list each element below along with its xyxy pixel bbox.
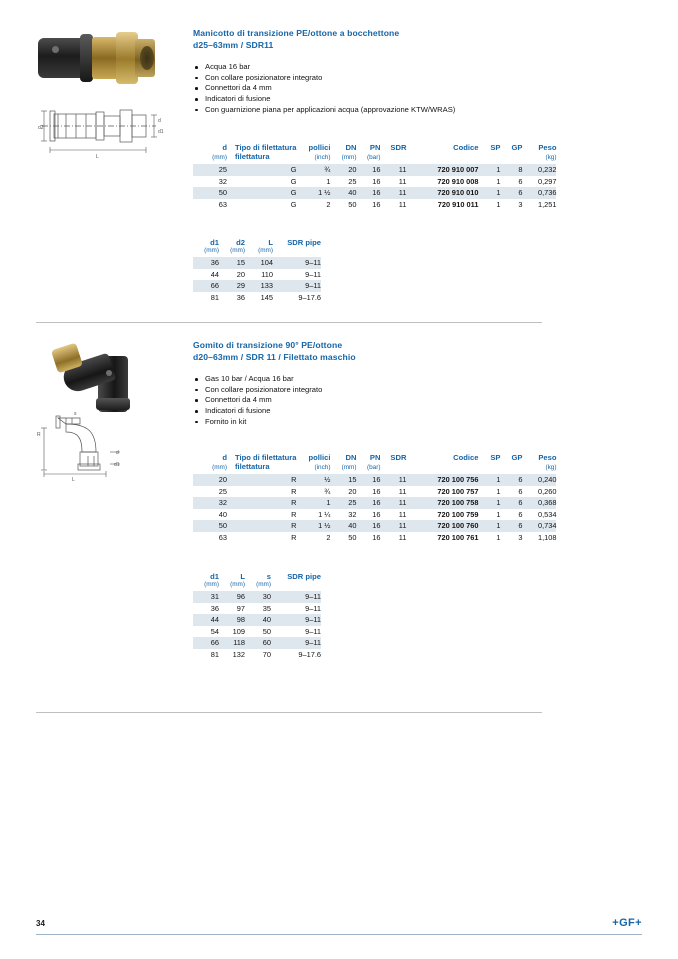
cell-sdr-pipe: 9–11	[305, 258, 321, 267]
cell-L: 109	[232, 626, 245, 636]
cell-sdr-pipe: 9–11	[305, 626, 321, 636]
cell-dn: 50	[348, 199, 357, 209]
product-2-feature-list	[193, 374, 553, 427]
col-d: d	[222, 143, 227, 152]
unit-L: (mm)	[230, 581, 245, 588]
col-tipo-filettatura	[227, 143, 296, 152]
cell-L: 98	[236, 615, 245, 625]
col-d2: d2	[236, 238, 245, 247]
cell-s: 60	[262, 638, 271, 648]
col-pollici: pollici	[308, 453, 331, 462]
unit-codice	[406, 152, 478, 164]
unit-pn: (bar)	[366, 464, 381, 471]
list-item: Acqua 16 bar	[193, 62, 553, 73]
table-row	[193, 280, 321, 292]
footer-rule	[36, 934, 642, 935]
cell-sdr-pipe: 9–11	[305, 615, 321, 625]
col-pollici: pollici	[308, 143, 331, 152]
cell-tipo: G	[290, 165, 297, 174]
cell-tipo: R	[291, 486, 297, 496]
cell-d: 20	[218, 475, 227, 484]
cell-s: 50	[262, 626, 271, 636]
table-row	[193, 637, 321, 649]
cell-codice: 720 100 756	[437, 475, 479, 484]
col-codice: Codice	[453, 143, 479, 152]
list-item: Con guarnizione piana per applicazioni acqua (approvazione KTW/WRAS)	[193, 105, 553, 116]
cell-L: 118	[233, 638, 245, 648]
cell-sdr: 11	[398, 176, 407, 186]
photo-collar	[96, 398, 130, 410]
unit-gp	[500, 462, 522, 474]
col-dn: DN	[345, 143, 357, 152]
cell-pn: 16	[372, 188, 381, 198]
col-L: L	[240, 572, 245, 581]
cell-L: 97	[236, 603, 245, 613]
cell-d1: 44	[210, 269, 219, 279]
cell-sdr-pipe: 9–11	[305, 638, 321, 648]
cell-tipo: R	[291, 475, 297, 484]
product-1-main-table	[193, 143, 556, 210]
cell-codice: 720 100 760	[437, 521, 479, 531]
cell-dn: 20	[348, 165, 357, 174]
cell-pollici: 1 ½	[318, 521, 331, 531]
cell-d1: 81	[210, 649, 219, 659]
technical-drawing-svg-1	[36, 98, 166, 168]
list-item: Fornito in kit	[193, 417, 553, 428]
col-sp: SP	[490, 453, 501, 462]
cell-peso: 0,736	[537, 188, 557, 198]
col-gp: GP	[511, 453, 523, 462]
cell-d: 25	[218, 165, 227, 174]
product-2-media	[36, 340, 176, 480]
cell-d1: 81	[210, 292, 219, 302]
product-2-photo	[36, 340, 164, 402]
table-header-row	[193, 453, 556, 462]
cell-pollici: ¾	[324, 165, 331, 174]
col-sdr: SDR	[390, 143, 407, 152]
cell-dn: 20	[348, 486, 357, 496]
cell-codice: 720 910 011	[437, 199, 479, 209]
table-row	[193, 164, 556, 176]
col-tipo-filettatura	[227, 453, 296, 462]
col-sp: SP	[490, 143, 501, 152]
cell-gp: 6	[518, 509, 523, 519]
cell-gp: 6	[518, 188, 523, 198]
list-item: Indicatori di fusione	[193, 406, 553, 417]
cell-d1: 54	[210, 626, 219, 636]
table-header-row	[193, 572, 321, 581]
table-header	[193, 238, 321, 257]
cell-pn: 16	[372, 199, 381, 209]
table-row	[193, 176, 556, 188]
col-L: L	[268, 238, 273, 247]
cell-peso: 0,260	[537, 486, 557, 496]
col-gp: GP	[511, 143, 523, 152]
col-pn: PN	[369, 453, 381, 462]
cell-tipo: R	[291, 532, 297, 542]
col-sdr-pipe: SDR pipe	[287, 572, 321, 581]
table-row	[193, 509, 556, 521]
cell-codice: 720 100 761	[437, 532, 479, 542]
drawing-label-d1: d1	[114, 462, 120, 468]
cell-d: 50	[218, 521, 227, 531]
cell-d: 32	[218, 498, 227, 508]
cell-L: 132	[232, 649, 245, 659]
cell-peso: 0,240	[537, 475, 557, 484]
cell-gp: 3	[518, 199, 523, 209]
cell-sp: 1	[496, 521, 501, 531]
cell-sdr: 11	[398, 165, 407, 174]
cell-sdr-pipe: 9–17.6	[298, 649, 321, 659]
drawing-label-L: L	[72, 477, 75, 482]
drawing-label-d2: d2	[38, 125, 44, 131]
col-d1: d1	[210, 238, 219, 247]
drawing-label-d: d	[116, 450, 119, 456]
unit-dn: (mm)	[341, 464, 357, 471]
cell-codice: 720 910 010	[437, 188, 479, 198]
cell-d1: 36	[210, 603, 219, 613]
cell-d2: 20	[236, 269, 245, 279]
photo-fusion-indicator	[52, 46, 59, 53]
cell-sdr-pipe: 9–11	[305, 281, 321, 291]
cell-d: 32	[218, 176, 227, 186]
cell-sdr: 11	[398, 188, 407, 198]
unit-gp	[500, 152, 522, 164]
cell-tipo: G	[290, 199, 297, 209]
table-row	[193, 532, 556, 544]
cell-d1: 66	[210, 281, 219, 291]
cell-s: 35	[262, 603, 271, 613]
table-header	[193, 572, 321, 591]
cell-dn: 40	[348, 521, 357, 531]
unit-pn: (bar)	[366, 154, 381, 161]
col-peso: Peso	[538, 143, 557, 152]
drawing-label-L: L	[96, 154, 99, 160]
cell-d: 50	[218, 188, 227, 198]
cell-peso: 0,232	[537, 165, 557, 174]
cell-L: 104	[260, 258, 273, 267]
section-divider-2	[36, 712, 542, 713]
cell-sdr-pipe: 9–11	[305, 269, 321, 279]
table-units-row	[193, 581, 321, 591]
cell-sp: 1	[496, 165, 501, 174]
cell-sp: 1	[496, 498, 501, 508]
cell-s: 70	[262, 649, 271, 659]
product-2-dimension-table	[193, 572, 321, 661]
table-body	[193, 474, 556, 544]
cell-d: 40	[218, 509, 227, 519]
cell-sp: 1	[496, 176, 501, 186]
cell-tipo: R	[291, 509, 297, 519]
cell-peso: 0,297	[537, 176, 557, 186]
cell-pollici: ¾	[324, 486, 331, 496]
unit-pollici: (inch)	[314, 154, 331, 161]
cell-d: 63	[218, 199, 227, 209]
col-pn: PN	[369, 143, 381, 152]
cell-d2: 29	[236, 281, 245, 291]
cell-sp: 1	[496, 532, 501, 542]
product-1-feature-list	[193, 62, 553, 115]
product-2-title	[193, 340, 553, 363]
table-row	[193, 614, 321, 626]
photo-bore	[140, 46, 154, 70]
cell-d2: 15	[236, 258, 245, 267]
drawing-label-d: d	[158, 118, 161, 124]
unit-pollici: (inch)	[314, 464, 331, 471]
brand-logo: +GF+	[612, 917, 642, 929]
col-d1: d1	[210, 572, 219, 581]
cell-pn: 16	[372, 509, 381, 519]
table-units-row	[193, 152, 556, 164]
cell-pn: 16	[372, 475, 381, 484]
cell-sp: 1	[496, 199, 501, 209]
cell-pn: 16	[372, 521, 381, 531]
drawing-label-R: R	[37, 432, 41, 438]
cell-codice: 720 910 008	[437, 176, 479, 186]
table-row	[193, 486, 556, 498]
cell-pn: 16	[372, 498, 381, 508]
unit-sdr	[380, 462, 406, 474]
cell-dn: 32	[348, 509, 357, 519]
unit-sdr-pipe	[271, 581, 321, 591]
cell-dn: 25	[348, 176, 357, 186]
product-1-media	[36, 28, 176, 168]
col-s: s	[266, 572, 271, 581]
table-header	[193, 143, 556, 164]
table-row	[193, 497, 556, 509]
unit-codice	[406, 462, 478, 474]
cell-sdr: 11	[398, 486, 407, 496]
unit-tipo-filettatura: filettatura	[235, 152, 270, 161]
table-row	[193, 474, 556, 486]
cell-sdr-pipe: 9–11	[305, 603, 321, 613]
list-item: Indicatori di fusione	[193, 94, 553, 105]
unit-peso: (kg)	[545, 154, 557, 161]
cell-pn: 16	[372, 486, 381, 496]
product-2-content	[193, 340, 553, 427]
cell-peso: 0,368	[537, 498, 557, 508]
product-1-content	[193, 28, 553, 115]
unit-tipo-filettatura: filettatura	[235, 462, 270, 471]
cell-sdr: 11	[398, 532, 407, 542]
product-1-photo	[36, 28, 164, 90]
cell-L: 133	[260, 281, 273, 291]
drawing-label-s: s	[74, 411, 77, 417]
table-body	[193, 164, 556, 210]
list-item: Con collare posizionatore integrato	[193, 73, 553, 84]
cell-tipo: G	[290, 176, 297, 186]
cell-gp: 6	[518, 486, 523, 496]
cell-codice: 720 100 759	[437, 509, 479, 519]
unit-d: (mm)	[212, 464, 227, 471]
col-dn: DN	[345, 453, 357, 462]
cell-sdr: 11	[398, 475, 407, 484]
cell-L: 96	[236, 592, 245, 601]
unit-peso: (kg)	[545, 464, 557, 471]
cell-gp: 6	[518, 176, 523, 186]
product-2-main-table	[193, 453, 556, 544]
cell-d2: 36	[236, 292, 245, 302]
cell-tipo: G	[290, 188, 297, 198]
section-divider-1	[36, 322, 542, 323]
col-tipo-filettatura-label: Tipo di filettatura	[235, 143, 297, 152]
cell-sdr: 11	[398, 509, 407, 519]
table-row	[193, 199, 556, 211]
unit-sp	[478, 462, 500, 474]
table-row	[193, 591, 321, 603]
list-item: Gas 10 bar / Acqua 16 bar	[193, 374, 553, 385]
cell-codice: 720 100 757	[437, 486, 479, 496]
table-row	[193, 649, 321, 661]
table-row	[193, 603, 321, 615]
cell-pollici: ½	[324, 475, 331, 484]
list-item: Connettori da 4 mm	[193, 83, 553, 94]
cell-pollici: 1	[326, 176, 331, 186]
cell-pollici: 1	[326, 498, 331, 508]
cell-L: 145	[260, 292, 273, 302]
product-1-title-line-1: Manicotto di transizione PE/ottone a bocchettone	[193, 28, 400, 38]
cell-dn: 50	[348, 532, 357, 542]
cell-d1: 66	[210, 638, 219, 648]
cell-sdr-pipe: 9–17.6	[298, 292, 321, 302]
unit-d1: (mm)	[204, 581, 219, 588]
product-2-title-line-1: Gomito di transizione 90° PE/ottone	[193, 340, 343, 350]
product-1-title	[193, 28, 553, 51]
photo-brass-part-1	[92, 37, 118, 79]
cell-dn: 25	[348, 498, 357, 508]
product-2-title-line-2: d20–63mm / SDR 11 / Filettato maschio	[193, 351, 356, 362]
cell-peso: 1,251	[537, 199, 557, 209]
cell-d: 25	[218, 486, 227, 496]
cell-pollici: 2	[326, 199, 331, 209]
cell-sp: 1	[496, 188, 501, 198]
photo-fusion-indicator	[106, 370, 112, 376]
cell-codice: 720 100 758	[437, 498, 479, 508]
product-1-technical-drawing	[36, 98, 166, 168]
col-sdr-pipe: SDR pipe	[287, 238, 321, 247]
table-row	[193, 269, 321, 281]
list-item: Con collare posizionatore integrato	[193, 385, 553, 396]
cell-sdr: 11	[398, 498, 407, 508]
cell-sp: 1	[496, 509, 501, 519]
table-row	[193, 187, 556, 199]
table-row	[193, 626, 321, 638]
table-row	[193, 292, 321, 304]
cell-pollici: 2	[326, 532, 331, 542]
unit-d2: (mm)	[230, 247, 245, 254]
cell-pn: 16	[372, 176, 381, 186]
cell-sdr: 11	[398, 199, 407, 209]
table-body	[193, 257, 321, 303]
cell-tipo: R	[291, 498, 297, 508]
technical-drawing-svg-2	[36, 410, 166, 482]
cell-tipo: R	[291, 521, 297, 531]
cell-peso: 1,108	[537, 532, 557, 542]
cell-peso: 0,534	[537, 509, 557, 519]
unit-sdr	[380, 152, 406, 164]
table-body	[193, 591, 321, 661]
cell-gp: 8	[518, 165, 523, 174]
cell-pollici: 1 ½	[318, 188, 331, 198]
table-row	[193, 257, 321, 269]
drawing-label-d1: d1	[158, 129, 164, 135]
cell-gp: 6	[518, 498, 523, 508]
cell-pn: 16	[372, 532, 381, 542]
cell-L: 110	[261, 269, 273, 279]
cell-s: 40	[262, 615, 271, 625]
cell-dn: 40	[348, 188, 357, 198]
unit-s: (mm)	[256, 581, 271, 588]
unit-L: (mm)	[258, 247, 273, 254]
cell-s: 30	[262, 592, 271, 601]
table-header	[193, 453, 556, 474]
product-1-dimension-table	[193, 238, 321, 303]
cell-d1: 44	[210, 615, 219, 625]
unit-d1: (mm)	[204, 247, 219, 254]
cell-sp: 1	[496, 486, 501, 496]
product-1-title-line-2: d25–63mm / SDR11	[193, 39, 274, 50]
cell-pollici: 1 ¼	[318, 509, 331, 519]
table-header-row	[193, 143, 556, 152]
cell-gp: 6	[518, 475, 523, 484]
cell-gp: 3	[518, 532, 523, 542]
unit-sp	[478, 152, 500, 164]
cell-d1: 31	[210, 592, 219, 601]
cell-sdr-pipe: 9–11	[305, 592, 321, 601]
col-sdr: SDR	[390, 453, 407, 462]
table-units-row	[193, 462, 556, 474]
cell-sdr: 11	[398, 521, 407, 531]
cell-pn: 16	[372, 165, 381, 174]
cell-peso: 0,734	[537, 521, 557, 531]
unit-sdr-pipe	[273, 247, 321, 257]
table-units-row	[193, 247, 321, 257]
cell-sp: 1	[496, 475, 501, 484]
product-2-technical-drawing	[36, 410, 166, 480]
unit-d: (mm)	[212, 154, 227, 161]
page-number: 34	[36, 919, 45, 928]
unit-dn: (mm)	[341, 154, 357, 161]
col-peso: Peso	[538, 453, 557, 462]
cell-dn: 15	[348, 475, 357, 484]
col-codice: Codice	[453, 453, 479, 462]
col-tipo-filettatura-label: Tipo di filettatura	[235, 453, 297, 462]
list-item: Connettori da 4 mm	[193, 395, 553, 406]
col-d: d	[222, 453, 227, 462]
cell-gp: 6	[518, 521, 523, 531]
table-header-row	[193, 238, 321, 247]
table-row	[193, 520, 556, 532]
cell-codice: 720 910 007	[437, 165, 479, 174]
cell-d1: 36	[210, 258, 219, 267]
cell-d: 63	[218, 532, 227, 542]
